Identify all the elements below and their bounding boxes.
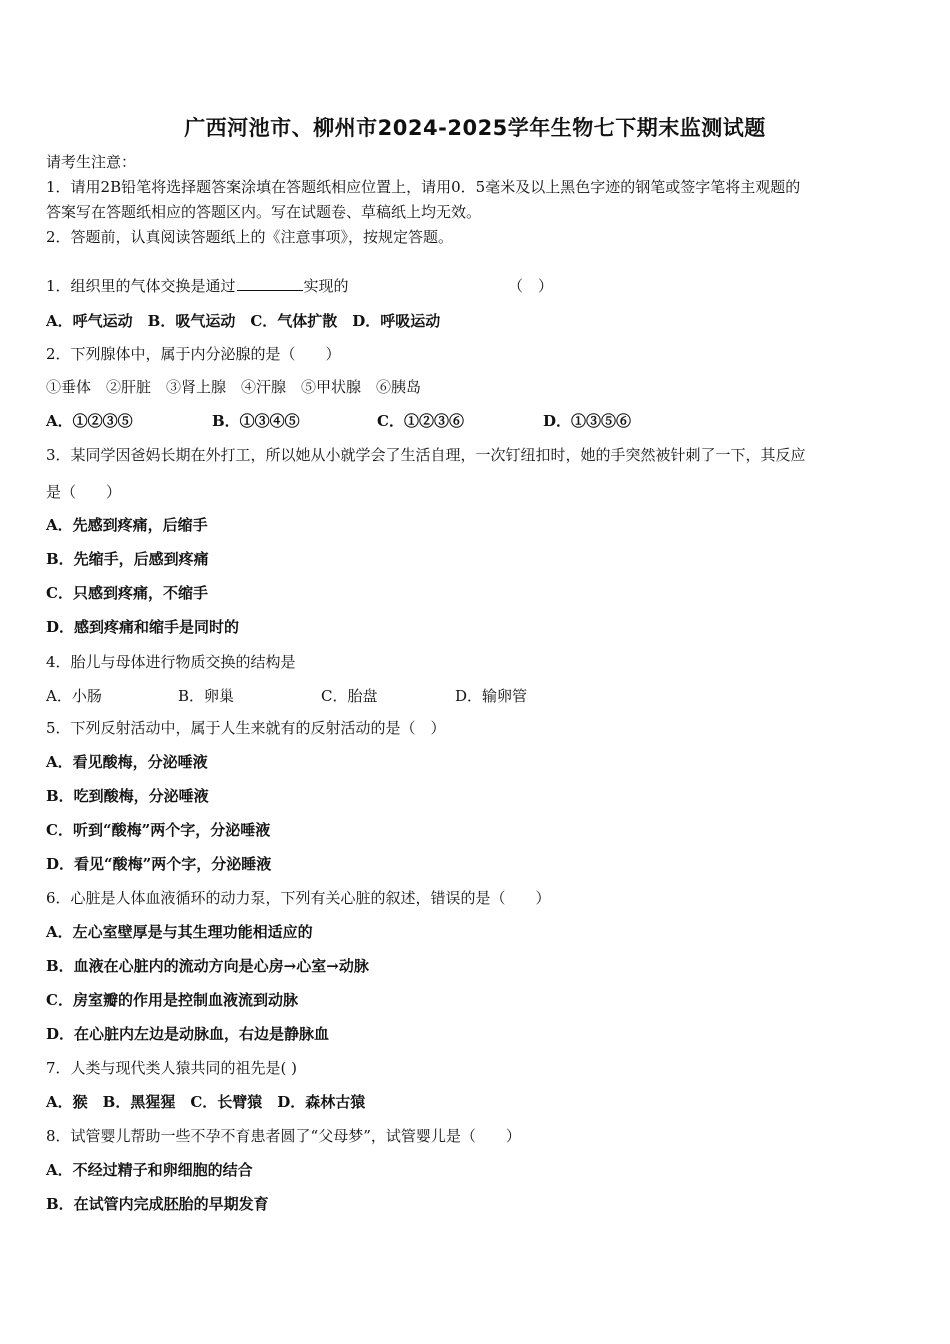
question-4-option-c: C．胎盘 [321,687,378,705]
question-7-stem: 7．人类与现代类人猿共同的祖先是( ) [46,1059,298,1077]
question-5-option-b: B．吃到酸梅，分泌唾液 [46,787,209,805]
question-1-stem [46,276,349,296]
question-4-option-a: A．小肠 [46,687,102,705]
question-3-option-c: C．只感到疼痛，不缩手 [46,584,208,602]
question-2-option-c: C．①②③⑥ [377,412,464,430]
question-7-options: A．猴 B．黑猩猩 C．长臂猿 D．森林古猿 [46,1093,366,1111]
question-3-stem: 3．某同学因爸妈长期在外打工，所以她从小就学会了生活自理，一次钉纽扣时，她的手突然被针刺了一下，其反应 [46,446,806,464]
question-4-option-d: D．输卵管 [455,687,528,705]
question-5-option-a: A．看见酸梅，分泌唾液 [46,753,208,771]
question-4-option-b: B．卵巢 [178,687,235,705]
question-2-option-d: D．①③⑤⑥ [543,412,632,430]
notice-heading: 请考生注意： [46,153,137,171]
question-8-stem: 8．试管婴儿帮助一些不孕不育患者圆了“父母梦”，试管婴儿是（ ） [46,1127,521,1145]
question-2-items: ①垂体 ②肝脏 ③肾上腺 ④汗腺 ⑤甲状腺 ⑥胰岛 [46,378,422,396]
question-2-option-a: A．①②③⑤ [46,412,133,430]
question-3-stem-2: 是（ ） [46,483,122,501]
question-1-stem-a: 1．组织里的气体交换是通过 [46,277,236,295]
notice-line-1: 1．请用2B铅笔将选择题答案涂填在答题纸相应位置上，请用0．5毫米及以上黑色字迹的钢笔或签字笔将主观题的 [46,178,801,196]
page-title: 广西河池市、柳州市2024-2025学年生物七下期末监测试题 [184,116,766,140]
notice-line-2: 2．答题前，认真阅读答题纸上的《注意事项》，按规定答题。 [46,228,454,246]
question-8-option-b: B．在试管内完成胚胎的早期发育 [46,1195,269,1213]
question-3-option-a: A．先感到疼痛，后缩手 [46,516,208,534]
question-6-option-a: A．左心室壁厚是与其生理功能相适应的 [46,923,313,941]
question-2-stem: 2．下列腺体中，属于内分泌腺的是（ ） [46,345,341,363]
question-3-option-b: B．先缩手，后感到疼痛 [46,550,209,568]
question-2-option-b: B．①③④⑤ [212,412,300,430]
answer-blank [237,289,303,291]
question-1-options: A．呼气运动 B．吸气运动 C．气体扩散 D．呼吸运动 [46,312,441,330]
notice-line-1b: 答案写在答题纸相应的答题区内。写在试题卷、草稿纸上均无效。 [46,203,482,221]
question-5-stem: 5．下列反射活动中，属于人生来就有的反射活动的是（ ） [46,719,446,737]
question-5-option-d: D．看见“酸梅”两个字，分泌睡液 [46,855,272,873]
question-3-option-d: D．感到疼痛和缩手是同时的 [46,618,240,636]
question-4-stem: 4．胎儿与母体进行物质交换的结构是 [46,653,296,671]
question-5-option-c: C．听到“酸梅”两个字，分泌唾液 [46,821,271,839]
question-1-stem-b: 实现的 [303,277,349,295]
question-6-option-d: D．在心脏内左边是动脉血，右边是静脉血 [46,1025,330,1043]
question-6-option-b: B．血液在心脏内的流动方向是心房→心室→动脉 [46,957,369,975]
question-8-option-a: A．不经过精子和卵细胞的结合 [46,1161,253,1179]
question-1-paren: （ ） [508,277,554,295]
question-6-option-c: C．房室瓣的作用是控制血液流到动脉 [46,991,298,1009]
question-6-stem: 6．心脏是人体血液循环的动力泵，下列有关心脏的叙述，错误的是（ ） [46,889,551,907]
